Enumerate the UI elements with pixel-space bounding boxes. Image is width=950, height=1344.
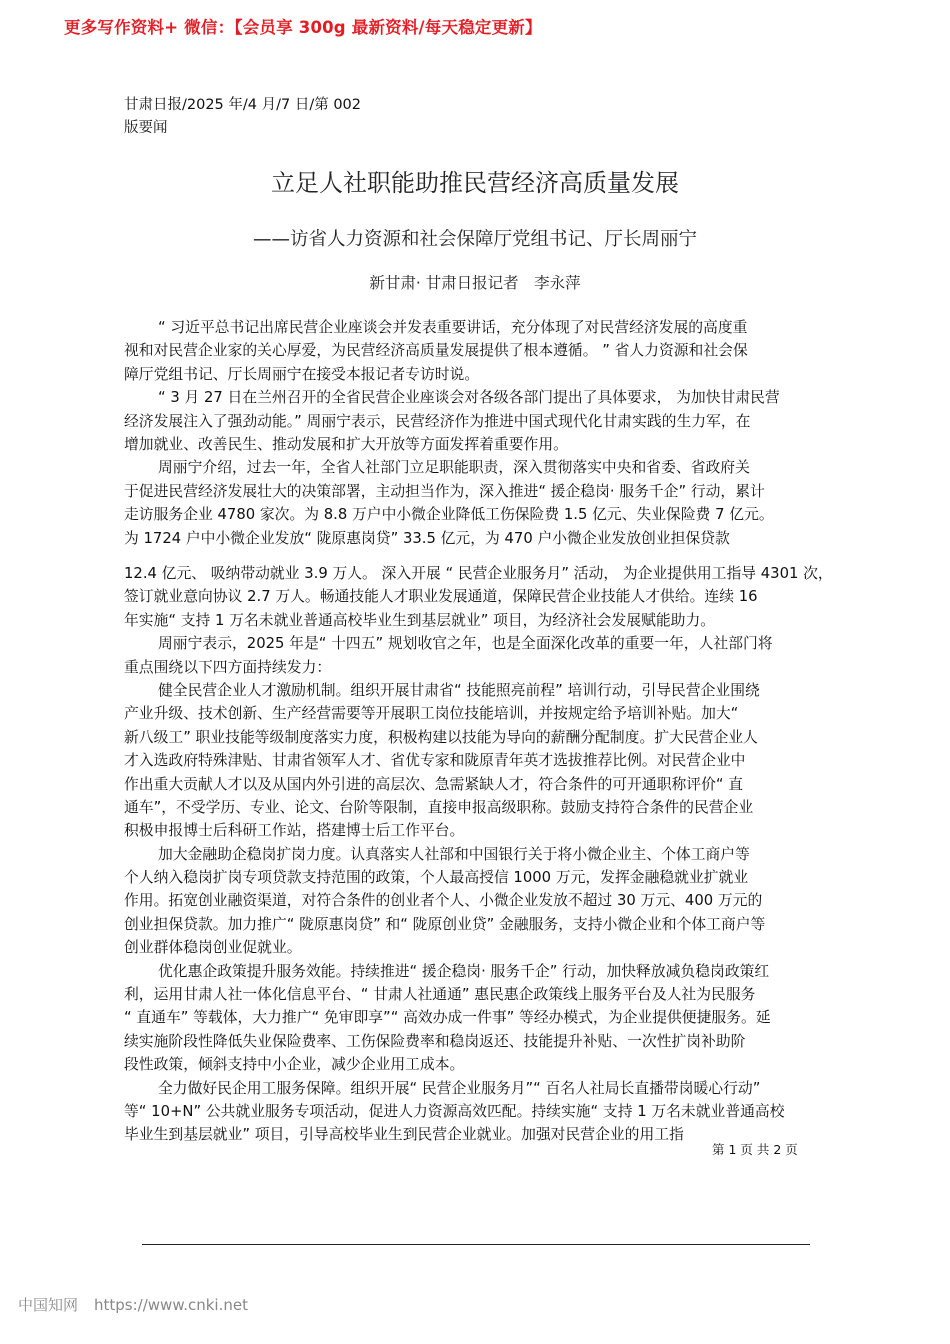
body-text: 视和对民营企业家的关心厚爱，为民营经济高质量发展提供了根本遵循。 ” 省人力资源和社会保	[124, 342, 748, 360]
body-text: 通车”，不受学历、专业、论文、台阶等限制，直接申报高级职称。鼓励支持符合条件的民营企业	[124, 798, 754, 816]
body-text-line	[124, 889, 844, 912]
body-text-line	[124, 1053, 844, 1076]
body-text: 积极申报博士后科研工作站，搭建博士后工作平台。	[124, 822, 465, 840]
watermark-brand: 中国知网	[18, 1296, 79, 1314]
body-text: 走访服务企业 4780 家次。为 8.8 万户中小微企业降低工伤保险费 1.5 亿元、失业保险费 7 亿元。	[124, 506, 774, 524]
body-text: 续实施阶段性降低失业保险费率、工伤保险费率和稳岗返还、技能提升补贴、一次性扩岗补助阶	[124, 1032, 746, 1050]
body-text-line	[124, 936, 844, 959]
body-text: 优化惠企政策提升服务效能。持续推进“ 援企稳岗· 服务千企” 行动，加快释放减负稳岗政策红	[158, 962, 770, 980]
cnki-watermark	[18, 1294, 248, 1315]
body-text-line	[124, 433, 844, 456]
body-text-line	[124, 960, 844, 983]
body-text: “ 直通车” 等载体，大力推广“ 免审即享”“ 高效办成一件事” 等经办模式，为企业提供便捷服务。延	[124, 1009, 771, 1027]
source-line-2: 版要闻	[124, 120, 168, 136]
source-line-1: 甘肃日报/2025 年/4 月/7 日/第 002	[124, 97, 362, 113]
body-text: 才入选政府特殊津贴、甘肃省领军人才、省优专家和陇原青年英才选拔推荐比例。对民营企业中	[124, 752, 746, 770]
body-text: 为 1724 户中小微企业发放“ 陇原惠岗贷” 33.5 亿元，为 470 户小微企业发放创业担保贷款	[124, 529, 730, 547]
article-byline: 新甘肃· 甘肃日报记者 李永萍	[369, 274, 581, 292]
body-text: 周丽宁表示，2025 年是“ 十四五” 规划收官之年，也是全面深化改革的重要一年，人社部门将	[158, 635, 773, 653]
body-text-line	[124, 656, 844, 679]
body-text-line	[124, 363, 844, 386]
body-text-line	[124, 726, 844, 749]
promo-banner: 更多写作资料+ 微信：【会员享 300g 最新资料/每天稳定更新】	[64, 18, 542, 37]
body-text-line	[124, 609, 844, 632]
body-text: 经济发展注入了强劲动能。” 周丽宁表示，民营经济作为推进中国式现代化甘肃实践的生力军，在	[124, 412, 751, 430]
body-text: 加大金融助企稳岗扩岗力度。认真落实人社部和中国银行关于将小微企业主、个体工商户等	[158, 845, 750, 863]
body-text-line	[124, 503, 844, 526]
article-subtitle: ——访省人力资源和社会保障厅党组书记、厅长周丽宁	[252, 229, 697, 250]
body-text-line	[124, 316, 844, 339]
body-text: 段性政策，倾斜支持中小企业，减少企业用工成本。	[124, 1056, 465, 1074]
body-text-line	[124, 410, 844, 433]
body-text: 障厅党组书记、厅长周丽宁在接受本报记者专访时说。	[124, 365, 480, 383]
body-text-line	[124, 386, 844, 409]
body-text: 12.4 亿元、 吸纳带动就业 3.9 万人。 深入开展 “ 民营企业服务月” 活动， 为企业提供用工指导 4301 次，	[124, 565, 833, 582]
body-text: 年实施“ 支持 1 万名未就业普通高校毕业生到基层就业” 项目，为经济社会发展赋能助力。	[124, 611, 716, 629]
body-text: 利，运用甘肃人社一体化信息平台、“ 甘肃人社通通” 惠民惠企政策线上服务平台及人社为民服务	[124, 986, 756, 1004]
body-text: 重点围绕以下四方面持续发力：	[124, 658, 332, 676]
body-text: 毕业生到基层就业” 项目，引导高校毕业生到民营企业就业。加强对民营企业的用工指	[124, 1126, 684, 1144]
body-text-line	[124, 1100, 844, 1123]
body-text-line	[124, 1030, 844, 1053]
body-text: 个人纳入稳岗扩岗专项贷款支持范围的政策，个人最高授信 1000 万元，发挥金融稳就业扩就业	[124, 869, 749, 887]
article-body-part-2	[124, 562, 844, 1147]
body-text-line	[124, 796, 844, 819]
body-text-line	[124, 749, 844, 772]
body-text: 于促进民营经济发展壮大的决策部署，主动担当作为，深入推进“ 援企稳岗· 服务千企” 行动，累计	[124, 482, 765, 500]
watermark-url: https://www.cnki.net	[94, 1296, 248, 1314]
source-info	[124, 94, 361, 140]
body-text: “ 习近平总书记出席民营企业座谈会并发表重要讲话，充分体现了对民营经济发展的高度重	[158, 319, 748, 336]
body-text-line	[124, 819, 844, 842]
body-text-line	[124, 562, 844, 585]
body-text: 创业担保贷款。加力推广“ 陇原惠岗贷” 和“ 陇原创业贷” 金融服务，支持小微企业和个体工商户等	[124, 915, 766, 933]
body-text-line	[124, 773, 844, 796]
body-text: 产业升级、技术创新、生产经营需要等开展职工岗位技能培训，并按规定给予培训补贴。加大“	[124, 705, 739, 723]
page-indicator: 第 1 页 共 2 页	[712, 1142, 798, 1157]
body-text: 作用。拓宽创业融资渠道，对符合条件的创业者个人、小微企业发放不超过 30 万元、400 万元的	[124, 892, 763, 910]
body-text-line	[124, 866, 844, 889]
body-text-line	[124, 339, 844, 362]
body-text: 作出重大贡献人才以及从国内外引进的高层次、急需紧缺人才，符合条件的可开通职称评价“ 直	[124, 775, 744, 793]
body-text: 全力做好民企用工服务保障。组织开展“ 民营企业服务月”“ 百名人社局长直播带岗暖心行动”	[158, 1079, 761, 1097]
body-text: 签订就业意向协议 2.7 万人。畅通技能人才职业发展通道，保障民营企业技能人才供给。连续 16	[124, 588, 758, 606]
article-title: 立足人社职能助推民营经济高质量发展	[271, 169, 679, 197]
body-text: 增加就业、改善民生、推动发展和扩大开放等方面发挥着重要作用。	[124, 435, 568, 453]
body-text-line	[124, 843, 844, 866]
body-text-line	[124, 456, 844, 479]
article-body-part-1	[124, 316, 844, 550]
body-text-line	[124, 913, 844, 936]
body-text-line	[124, 632, 844, 655]
body-text: 周丽宁介绍，过去一年，全省人社部门立足职能职责，深入贯彻落实中央和省委、省政府关	[158, 459, 750, 477]
body-text-line	[124, 1006, 844, 1029]
body-text: 等“ 10+N” 公共就业服务专项活动，促进人力资源高效匹配。持续实施“ 支持 1 万名未就业普通高校	[124, 1102, 785, 1120]
body-text-line	[124, 585, 844, 608]
body-text-line	[124, 1077, 844, 1100]
body-text: “ 3 月 27 日在兰州召开的全省民营企业座谈会对各级各部门提出了具体要求， 为加快甘肃民营	[158, 389, 780, 407]
body-text-line	[124, 480, 844, 503]
body-text-line	[124, 527, 844, 550]
body-text-line	[124, 702, 844, 725]
footer-divider	[142, 1244, 810, 1245]
body-text: 创业群体稳岗创业促就业。	[124, 939, 302, 957]
body-text: 新八级工” 职业技能等级制度落实力度，积极构建以技能为导向的薪酬分配制度。扩大民营企业人	[124, 728, 758, 746]
body-text: 健全民营企业人才激励机制。组织开展甘肃省“ 技能照亮前程” 培训行动，引导民营企业围绕	[158, 681, 760, 699]
body-text-line	[124, 983, 844, 1006]
body-text-line	[124, 679, 844, 702]
